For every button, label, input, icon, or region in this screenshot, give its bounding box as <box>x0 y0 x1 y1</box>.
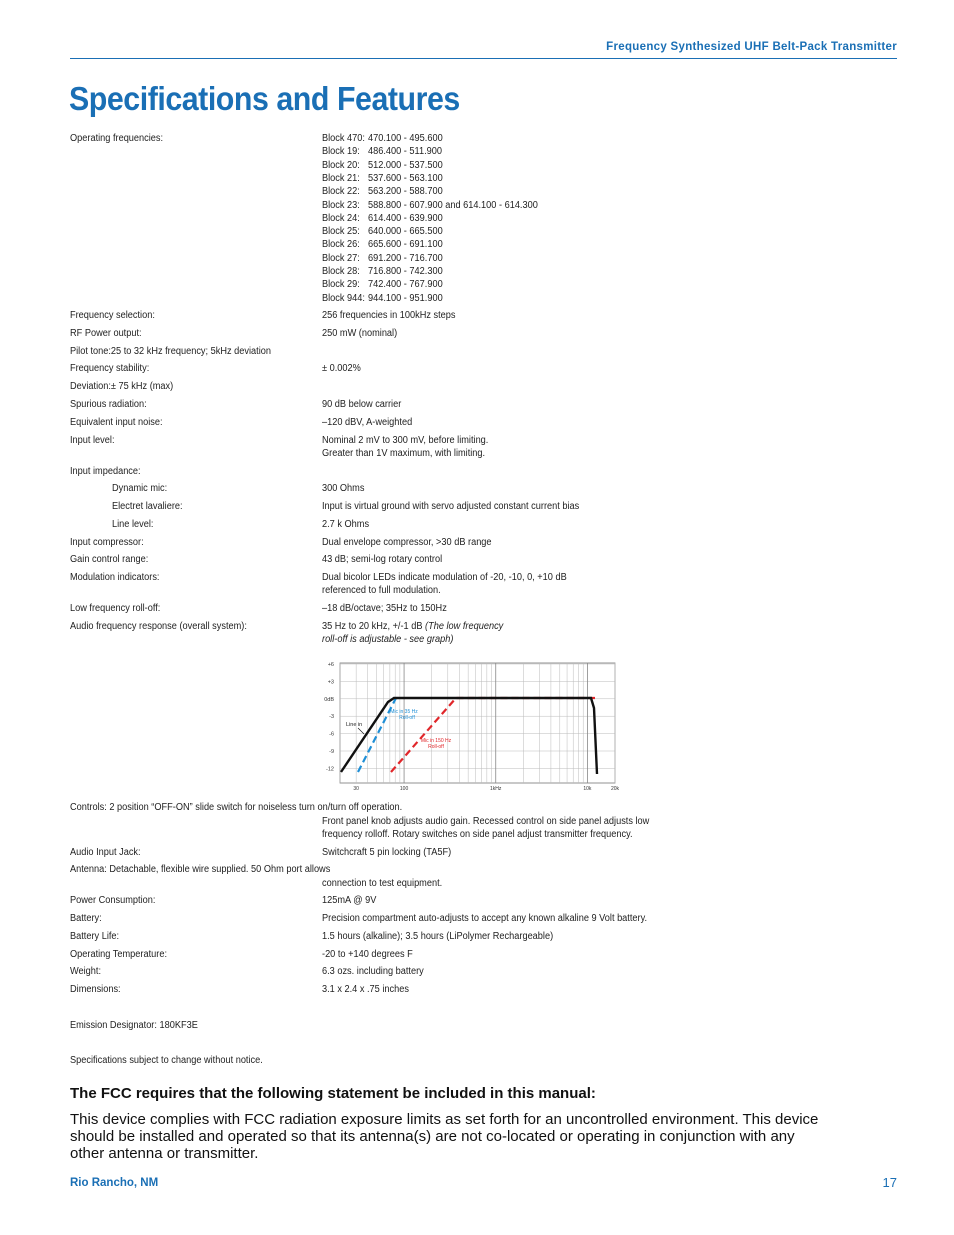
block-range: 512.000 - 537.500 <box>368 159 443 171</box>
block-row <box>322 199 538 212</box>
block-name: Block 25: <box>322 226 360 238</box>
audio-response-value <box>322 620 503 633</box>
block-range: 470.100 - 495.600 <box>368 133 443 144</box>
block-row <box>322 238 443 251</box>
line-in-pointer <box>358 728 364 734</box>
page-title: Specifications and Features <box>69 80 460 117</box>
audio-jack-value: Switchcraft 5 pin locking (TA5F) <box>322 847 452 858</box>
y-tick-label: +6 <box>327 662 334 668</box>
power-label: Power Consumption: <box>70 895 156 906</box>
input-level-value-1: Nominal 2 mV to 300 mV, before limiting. <box>322 435 489 446</box>
block-range: 614.400 - 639.900 <box>368 212 443 224</box>
freq-selection-value: 256 frequencies in 100kHz steps <box>322 310 456 321</box>
noise-label: Equivalent input noise: <box>70 417 163 428</box>
audio-response-note-2: roll-off is adjustable - see graph) <box>322 634 454 645</box>
spurious-value: 90 dB below carrier <box>322 399 402 410</box>
modulation-value-2: referenced to full modulation. <box>322 585 441 596</box>
block-range: 537.600 - 563.100 <box>368 172 443 184</box>
fcc-heading: The FCC requires that the following statement be included in this manual: <box>70 1085 596 1102</box>
electret-label: Electret lavaliere: <box>112 501 183 512</box>
block-name: Block 944: <box>322 292 365 304</box>
block-name: Block 21: <box>322 172 360 184</box>
block-name: Block 23: <box>322 199 360 211</box>
x-tick-label: 1kHz <box>490 786 502 792</box>
label-mic150-line1: Mic in 150 Hz <box>420 738 452 744</box>
frequency-response-graph <box>318 658 618 794</box>
audio-jack-label: Audio Input Jack: <box>70 847 141 858</box>
block-row <box>322 225 443 238</box>
emission-designator: Emission Designator: 180KF3E <box>70 1020 198 1031</box>
label-mic35-line1: Mic in 35 Hz <box>390 709 418 715</box>
battery-value: Precision compartment auto-adjusts to accept any known alkaline 9 Volt battery. <box>322 913 648 924</box>
block-row <box>322 278 443 291</box>
antenna-value: connection to test equipment. <box>322 878 443 889</box>
graph-grid <box>324 662 619 792</box>
block-name: Block 29: <box>322 279 360 291</box>
battery-life-label: Battery Life: <box>70 931 120 942</box>
op-temp-label: Operating Temperature: <box>70 949 168 960</box>
block-range: 665.600 - 691.100 <box>368 239 443 251</box>
block-name: Block 20: <box>322 159 360 171</box>
power-value: 125mA @ 9V <box>322 895 377 906</box>
y-tick-label: +3 <box>327 679 334 686</box>
line-level-value: 2.7 k Ohms <box>322 519 370 530</box>
block-name: Block 22: <box>322 186 360 198</box>
freq-selection-label: Frequency selection: <box>70 310 155 321</box>
compressor-value: Dual envelope compressor, >30 dB range <box>322 537 492 548</box>
controls: Controls: 2 position “OFF-ON” slide switch for noiseless turn on/turn off operation. <box>70 802 403 813</box>
header-rule <box>70 58 897 59</box>
block-row <box>322 292 443 305</box>
op-temp-value: -20 to +140 degrees F <box>322 949 413 960</box>
label-mic150-line2: Roll-off <box>428 744 444 750</box>
antenna: Antenna: Detachable, flexible wire supplied. 50 Ohm port allows <box>70 864 331 875</box>
y-tick-label: -3 <box>329 714 334 721</box>
operating-frequencies-label: Operating frequencies: <box>70 133 164 144</box>
block-range: 640.000 - 665.500 <box>368 226 443 238</box>
input-level-label: Input level: <box>70 435 115 446</box>
label-mic35-line2: Roll-off <box>399 715 415 721</box>
block-row <box>322 132 443 145</box>
modulation-value-1: Dual bicolor LEDs indicate modulation of -20, -10, 0, +10 dB <box>322 572 567 583</box>
dynamic-label: Dynamic mic: <box>112 483 168 494</box>
block-range: 742.400 - 767.900 <box>368 279 443 291</box>
modulation-label: Modulation indicators: <box>70 572 160 583</box>
footer-location: Rio Rancho, NM <box>70 1177 159 1189</box>
block-name: Block 24: <box>322 212 360 224</box>
curve-mic-150hz <box>391 698 595 772</box>
audio-response-label: Audio frequency response (overall system): <box>70 621 247 632</box>
controls-value-1: Front panel knob adjusts audio gain. Recessed control on side panel adjusts low <box>322 816 650 827</box>
block-name: Block 28: <box>322 266 360 277</box>
page-number: 17 <box>882 1175 897 1190</box>
noise-value: –120 dBV, A-weighted <box>322 417 413 428</box>
block-row <box>322 252 443 265</box>
block-row <box>322 159 443 172</box>
audio-response-text: 35 Hz to 20 kHz, +/-1 dB <box>322 621 426 632</box>
curve-line-in <box>341 698 597 774</box>
battery-label: Battery: <box>70 913 102 924</box>
line-level-label: Line level: <box>112 519 154 530</box>
x-tick-label: 100 <box>399 786 409 792</box>
block-name: Block 470: <box>322 133 365 144</box>
x-tick-label: 20k <box>610 786 620 792</box>
block-row <box>322 185 443 198</box>
running-header: Frequency Synthesized UHF Belt-Pack Transmitter <box>606 41 897 53</box>
graph-frame <box>340 663 615 783</box>
change-notice: Specifications subject to change without notice. <box>70 1055 263 1066</box>
gain-label: Gain control range: <box>70 554 149 565</box>
block-range: 588.800 - 607.900 and 614.100 - 614.300 <box>368 199 538 211</box>
weight-label: Weight: <box>70 966 102 977</box>
rolloff-value: –18 dB/octave; 35Hz to 150Hz <box>322 603 447 614</box>
block-row <box>322 212 443 225</box>
graph-curves <box>341 698 597 774</box>
block-name: Block 19: <box>322 146 360 158</box>
input-level-value-2: Greater than 1V maximum, with limiting. <box>322 448 486 459</box>
rf-power-label: RF Power output: <box>70 328 142 339</box>
x-tick-label: 30 <box>353 786 359 792</box>
label-line-in: Line in <box>346 722 363 728</box>
block-range: 486.400 - 511.900 <box>368 146 443 158</box>
weight-value: 6.3 ozs. including battery <box>322 966 424 977</box>
electret-value: Input is virtual ground with servo adjusted constant current bias <box>322 501 580 512</box>
block-row <box>322 172 443 185</box>
block-row <box>322 145 442 158</box>
block-name: Block 26: <box>322 239 360 251</box>
freq-stability-value: ± 0.002% <box>322 363 361 374</box>
dimensions-label: Dimensions: <box>70 984 121 995</box>
block-name: Block 27: <box>322 252 360 264</box>
deviation: Deviation:± 75 kHz (max) <box>70 381 174 392</box>
controls-value-2: frequency rolloff. Rotary switches on side panel adjust transmitter frequency. <box>322 829 633 840</box>
fcc-statement: This device complies with FCC radiation exposure limits as set forth for an uncontrolled environment. This device should be installed and operated so that its antenna(s) are not co-located or operating in conjunction with any other antenna or transmitter. <box>70 1111 819 1162</box>
block-range: 716.800 - 742.300 <box>368 266 443 277</box>
x-tick-label: 10k <box>583 786 592 792</box>
input-impedance-label: Input impedance: <box>70 466 141 477</box>
dynamic-value: 300 Ohms <box>322 483 365 494</box>
y-tick-label: -9 <box>329 749 334 755</box>
graph-labels <box>346 709 452 750</box>
spurious-label: Spurious radiation: <box>70 399 147 410</box>
y-tick-label: -12 <box>326 766 334 773</box>
battery-life-value: 1.5 hours (alkaline); 3.5 hours (LiPolymer Rechargeable) <box>322 931 554 942</box>
pilot-tone: Pilot tone:25 to 32 kHz frequency; 5kHz deviation <box>70 346 271 357</box>
freq-stability-label: Frequency stability: <box>70 363 150 374</box>
y-tick-label: 0dB <box>324 696 334 703</box>
rolloff-label: Low frequency roll-off: <box>70 603 161 614</box>
block-range: 944.100 - 951.900 <box>368 292 443 304</box>
block-range: 691.200 - 716.700 <box>368 252 443 264</box>
audio-response-note-1: (The low frequency <box>425 621 504 632</box>
rf-power-value: 250 mW (nominal) <box>322 328 398 339</box>
gain-value: 43 dB; semi-log rotary control <box>322 554 443 565</box>
block-row <box>322 265 443 278</box>
y-tick-label: -6 <box>329 731 334 738</box>
dimensions-value: 3.1 x 2.4 x .75 inches <box>322 984 409 995</box>
compressor-label: Input compressor: <box>70 537 144 548</box>
block-range: 563.200 - 588.700 <box>368 186 443 198</box>
